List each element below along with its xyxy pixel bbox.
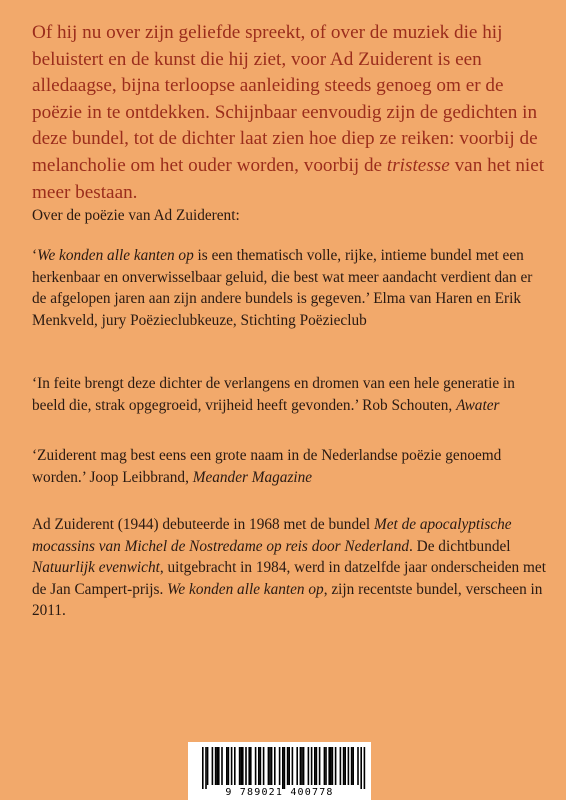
bio-title: Natuurlijk evenwicht [32,559,160,576]
barcode-bar [360,747,362,789]
author-bio [32,514,548,622]
barcode-bar [319,747,321,785]
reviews-heading: Over de poëzie van Ad Zuiderent: [32,207,240,224]
quote-text: ‘Zuiderent mag best eens een grote naam in de Nederlandse poëzie genoemd worden.’ Joop Leibbrand, [32,447,502,486]
barcode-bar [226,747,228,785]
barcode-bar [352,747,354,785]
barcode-bar [231,747,233,785]
barcode-bar [343,747,345,785]
bio-text: , uitgebracht in 1984, werd in datzelfde jaar onderscheiden met de Jan Campert-prijs. [32,559,546,598]
bio-title: Met de apocalyptische mocassins van Michel de Nostredame op reis door Nederland [32,516,512,555]
intro-paragraph [32,20,548,206]
review-quote-3 [32,445,548,488]
barcode-number: 9 789021 400778 [225,787,334,798]
barcode-bar [332,747,334,785]
barcode-bar [325,747,327,785]
barcode-bar [287,747,289,785]
barcode-bar [364,747,366,789]
barcode-bar [351,747,353,785]
intro-text-end: van het niet meer bestaan. [32,154,545,203]
barcode-bar [324,747,326,785]
barcode-bar [348,747,350,785]
barcode-bar [316,747,318,785]
intro-italic: tristesse [386,154,450,176]
quote-title: We konden alle kanten op [37,247,194,264]
barcode-bar [239,747,241,785]
barcode-bar [260,747,262,785]
barcode-bar [228,747,230,785]
barcode-bar [303,747,305,785]
barcode-bar [340,747,342,785]
quote-open: ‘ [32,247,38,264]
barcode-bar [271,747,273,785]
barcode-bar [330,747,332,785]
barcode-bar [301,747,303,785]
barcode-bar [282,747,284,789]
review-quote-2 [32,373,548,416]
barcode-bar [269,747,271,785]
barcode-bar [242,747,244,785]
barcode-bar [250,747,252,785]
barcode-bar [218,747,220,785]
barcode-bar [288,747,290,785]
quote-text: ‘In feite brengt deze dichter de verlangens en dromen van een hele generatie in beeld die, strak opgegroeid, vrijheid heeft gevonden.’ Rob Schouten, [32,375,515,414]
review-quote-1 [32,245,548,331]
barcode-bar [311,747,313,785]
barcode-bar [314,747,316,785]
bio-text: . De dichtbundel [409,537,511,555]
barcode-bar [216,747,218,785]
quote-text: is een thematisch volle, rijke, intieme bundel met een herkenbaar en onverwisselbaar geluid, die best wat meer aandacht verdient dan er de afgelopen jaren aan zijn andere bundels is gegeven.’ Elma van Haren en Erik Menkveld, jury Poëzieclubkeuze, Stichting Poëzieclub [32,247,533,329]
barcode-bar [335,747,337,785]
barcode-bar [234,747,236,785]
quote-source: Awater [456,396,500,414]
barcode-bar [205,747,207,789]
barcode-bar [215,747,217,785]
barcode-bar [207,747,209,785]
barcode-bar [240,747,242,785]
barcode-bar [344,747,346,785]
barcode-bar [245,747,247,785]
barcode-bar [274,747,276,785]
bio-title: We konden alle kanten op [167,580,324,598]
barcode-bar [268,747,270,785]
barcode-bar [248,747,250,785]
barcode-bar [212,747,214,785]
barcode-bar [221,747,223,785]
barcode-bar [258,747,260,785]
barcode-bar [308,747,310,785]
isbn-barcode [188,742,371,800]
barcode-bar [300,747,302,785]
barcode-bar [255,747,257,785]
bio-text: , zijn recentste bundel, verscheen in 2011. [32,580,543,619]
barcode-bar [279,747,281,785]
barcode-bar [202,747,204,789]
barcode-bar [292,747,294,785]
barcode-bar [263,747,265,785]
quote-source: Meander Magazine [192,468,313,486]
barcode-bar [284,747,286,789]
bio-text: Ad Zuiderent (1944) debuteerde in 1968 met de bundel [32,516,374,533]
intro-text: Of hij nu over zijn geliefde spreekt, of over de muziek die hij beluistert en de kunst die hij ziet, voor Ad Zuiderent is een alledaagse, bijna terloopse aanleiding steeds genoeg om er de poëzie in te ontdekken. Schijnbaar eenvoudig zijn de gedichten in deze bundel, tot de dichter laat zien hoe diep ze reiken: voorbij de melancholie om het ouder worden, voorbij de [32,22,538,176]
barcode-bar [328,747,330,785]
barcode-bar [296,747,298,785]
barcode-bar [357,747,359,785]
